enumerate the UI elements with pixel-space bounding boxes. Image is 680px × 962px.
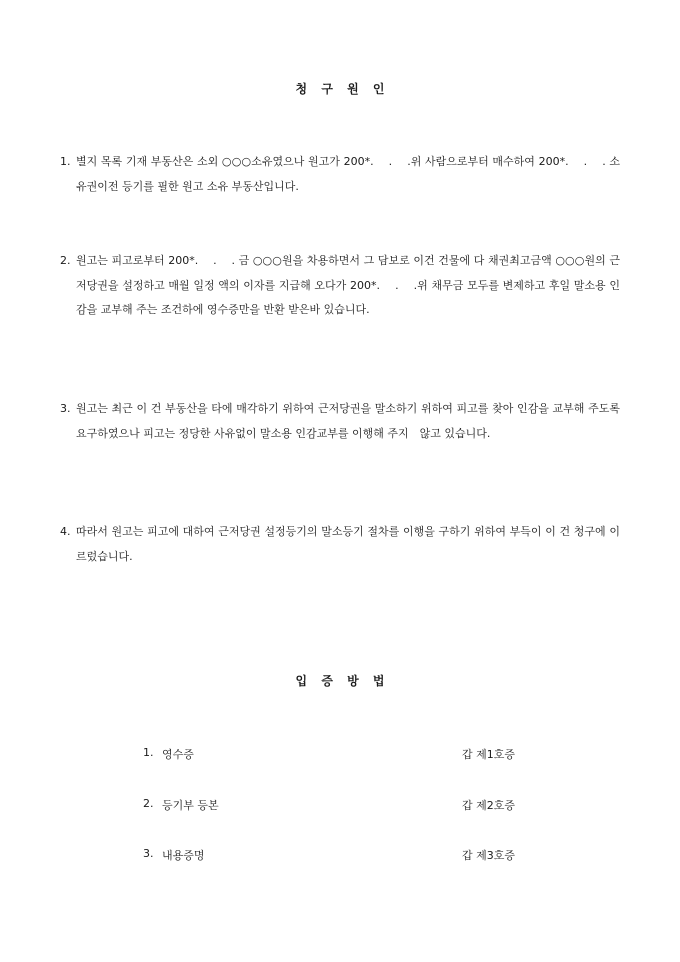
paragraph-number: 2.	[60, 254, 71, 267]
paragraph-number: 4.	[60, 525, 71, 538]
claim-paragraph-2	[60, 249, 620, 323]
evidence-title: 입 증 방 법	[295, 674, 385, 688]
evidence-label: 영수증	[162, 748, 194, 761]
evidence-label: 내용증명	[162, 849, 205, 862]
paragraph-text: 별지 목록 기재 부동산은 소외 ○○○소유였으나 원고가 200*. . .위 사람으로부터 매수하여 200*. . . 소유권이전 등기를 필한 원고 소유 부동산입니다.	[76, 155, 620, 193]
claim-cause-title: 청 구 원 인	[295, 82, 385, 96]
paragraph-text: 원고는 최근 이 건 부동산을 타에 매각하기 위하여 근저당권을 말소하기 위하여 피고를 찾아 인감을 교부해 주도록 요구하였으나 피고는 정당한 사유없이 말소용 인감교부를 이행해 주지 않고 있습니다.	[76, 402, 620, 440]
evidence-item-3	[0, 847, 680, 863]
claim-paragraph-4	[60, 520, 620, 569]
evidence-reference: 갑 제3호증	[462, 849, 515, 862]
paragraph-text: 원고는 피고로부터 200*. . . 금 ○○○원을 차용하면서 그 담보로 이건 건물에 다 채권최고금액 ○○○원의 근저당권을 설정하고 매월 일정 액의 이자를 지급해 오다가 200*. . .위 채무금 모두를 변제하고 후일 말소용 인감을 교부해 주는 조건하에 영수증만을 반환 받은바 있습니다.	[76, 254, 620, 316]
evidence-reference: 갑 제2호증	[462, 799, 515, 812]
claim-paragraph-1	[60, 150, 620, 199]
paragraph-number: 3.	[60, 402, 71, 415]
evidence-label: 등기부 등본	[162, 799, 219, 812]
paragraph-text: 따라서 원고는 피고에 대하여 근저당권 설정등기의 말소등기 절차를 이행을 구하기 위하여 부득이 이 건 청구에 이르렀습니다.	[76, 525, 620, 563]
paragraph-number: 1.	[60, 155, 71, 168]
evidence-item-2	[0, 797, 680, 813]
claim-paragraph-3	[60, 397, 620, 446]
evidence-number: 1.	[143, 746, 154, 759]
evidence-number: 3.	[143, 847, 154, 860]
evidence-item-1	[0, 746, 680, 762]
evidence-number: 2.	[143, 797, 154, 810]
evidence-reference: 갑 제1호증	[462, 748, 515, 761]
